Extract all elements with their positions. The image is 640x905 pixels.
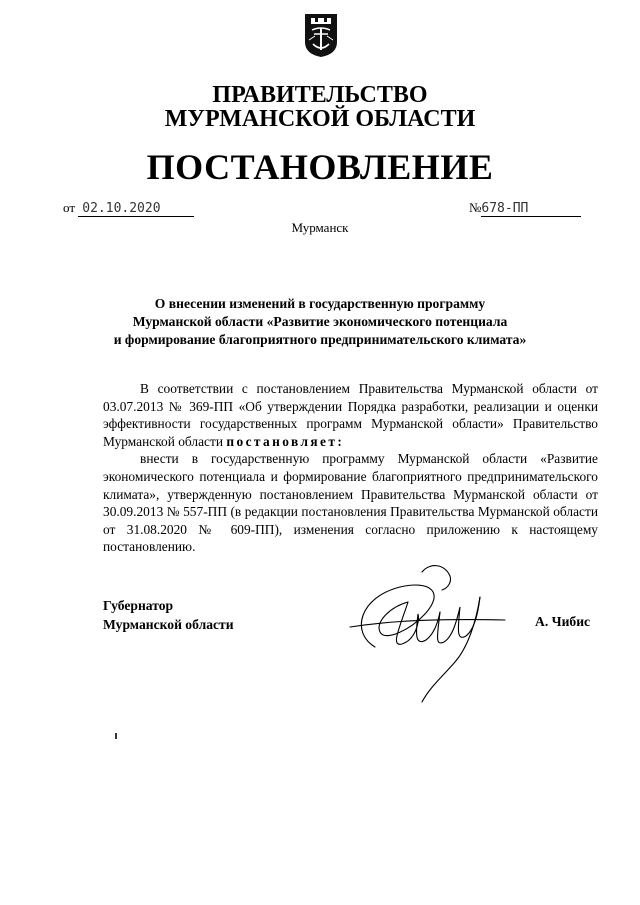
scan-artifact (115, 733, 117, 739)
signer-name: А. Чибис (535, 614, 591, 629)
signature-icon (330, 552, 510, 712)
date-value: 02.10.2020 (78, 201, 194, 217)
coat-of-arms-icon (303, 12, 339, 58)
signer-title (103, 596, 234, 634)
document-subject (100, 295, 540, 349)
signer-title-line1: Губернатор (103, 598, 174, 613)
subject-line3: и формирование благоприятного предпринимательского климата» (113, 332, 527, 347)
decree-word: постановляет: (226, 433, 345, 449)
subject-line2: Мурманской области «Развитие экономического потенциала (132, 314, 508, 329)
body-paragraph-1 (103, 380, 598, 450)
document-body (103, 380, 598, 556)
subject-line1: О внесении изменений в государственную программу (154, 296, 486, 311)
body-paragraph-2: внести в государственную программу Мурманской области «Развитие экономического потенциала и формирование благоприятного предпринимательского климата», утвержденную постановлением Правительства Мурманской области от 30.09.2013 № 557-ПП (в редакции постановления Правительства Мурманской области от 31.08.2020 № 609-ПП), изменения согласно приложению к настоящему постановлению. (103, 451, 598, 555)
document-type-title: ПОСТАНОВЛЕНИЕ (146, 147, 494, 187)
org-name-line1: ПРАВИТЕЛЬСТВО (212, 82, 428, 108)
signer-title-line2: Мурманской области (103, 617, 234, 632)
org-name-line2: МУРМАНСКОЙ ОБЛАСТИ (164, 106, 476, 132)
number-prefix: № (469, 200, 482, 215)
date-field (63, 200, 194, 217)
number-field (469, 200, 581, 217)
number-value: 678-ПП (481, 201, 581, 217)
date-prefix: от (63, 200, 76, 215)
city-name: Мурманск (291, 220, 349, 235)
preamble-text: В соответствии с постановлением Правительства Мурманской области от 03.07.2013 № 369-ПП «Об утверждении Порядка разработки, реализации и оценки эффективности государственных программ Мурманской области» Правительство Мурманской области (103, 381, 598, 449)
